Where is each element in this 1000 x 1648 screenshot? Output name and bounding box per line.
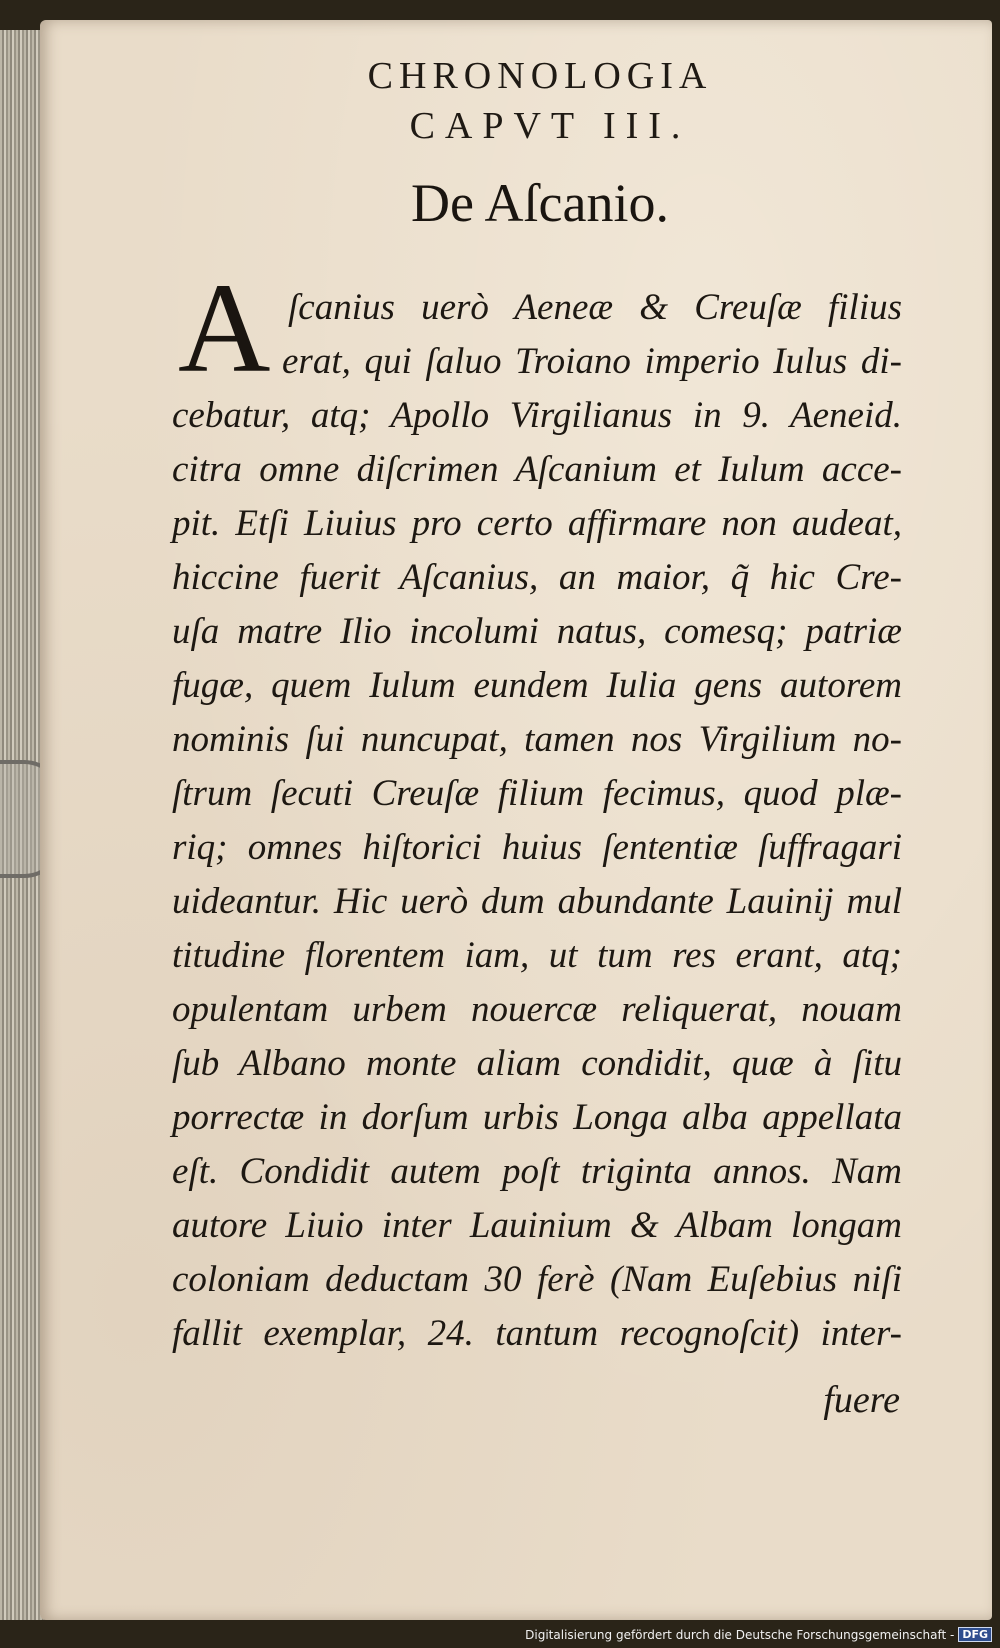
text-line: ſcanius uerò Aeneæ & Creuſæ filius: [288, 287, 902, 328]
credit-text: Digitalisierung gefördert durch die Deutsche Forschungsgemeinschaft -: [525, 1627, 955, 1642]
catchword: fuere: [823, 1379, 900, 1421]
text-line: hiccine fuerit Aſcanius, an maior, q̃ hic Cre-: [172, 557, 902, 598]
section-title: De Aſcanio.: [411, 173, 669, 233]
text-line: autore Liuio inter Lauinium & Albam longam: [172, 1205, 902, 1246]
drop-cap: A: [178, 257, 271, 399]
text-line: cebatur, atq; Apollo Virgilianus in 9. Aeneid.: [172, 395, 902, 436]
text-line: opulentam urbem nouercæ reliquerat, nouam: [172, 989, 902, 1030]
text-line: eſt. Condidit autem poſt triginta annos. Nam: [172, 1151, 902, 1192]
text-line: ſub Albano monte aliam condidit, quæ à ſitu: [172, 1043, 902, 1084]
text-line: ſtrum ſecuti Creuſæ filium fecimus, quod plæ-: [172, 773, 902, 814]
text-line: pit. Etſi Liuius pro certo affirmare non audeat,: [172, 503, 902, 544]
text-line: fallit exemplar, 24. tantum recognoſcit) inter-: [172, 1313, 902, 1354]
text-line: riq; omnes hiſtorici huius ſententiæ ſuffragari: [172, 827, 902, 868]
text-line: titudine florentem iam, ut tum res erant, atq;: [172, 935, 902, 976]
text-line: fugæ, quem Iulum eundem Iulia gens autorem: [172, 665, 902, 706]
text-line: uideantur. Hic uerò dum abundante Lauinij mul: [172, 881, 902, 922]
text-line: nominis ſui nuncupat, tamen nos Virgilium no-: [172, 719, 902, 760]
digitization-credit: [525, 1627, 992, 1642]
text-line: porrectæ in dorſum urbis Longa alba appellata: [172, 1097, 902, 1138]
dfg-logo: DFG: [958, 1627, 992, 1642]
text-line: uſa matre Ilio incolumi natus, comesq; patriæ: [172, 611, 902, 652]
text-line: citra omne diſcrimen Aſcanium et Iulum acce-: [172, 449, 902, 490]
text-line: coloniam deductam 30 ferè (Nam Euſebius niſi: [172, 1259, 902, 1300]
text-line: erat, qui ſaluo Troiano imperio Iulus di-: [282, 341, 902, 382]
chapter-heading: CAPVT III.: [409, 105, 691, 147]
running-head: CHRONOLOGIA: [367, 55, 713, 97]
